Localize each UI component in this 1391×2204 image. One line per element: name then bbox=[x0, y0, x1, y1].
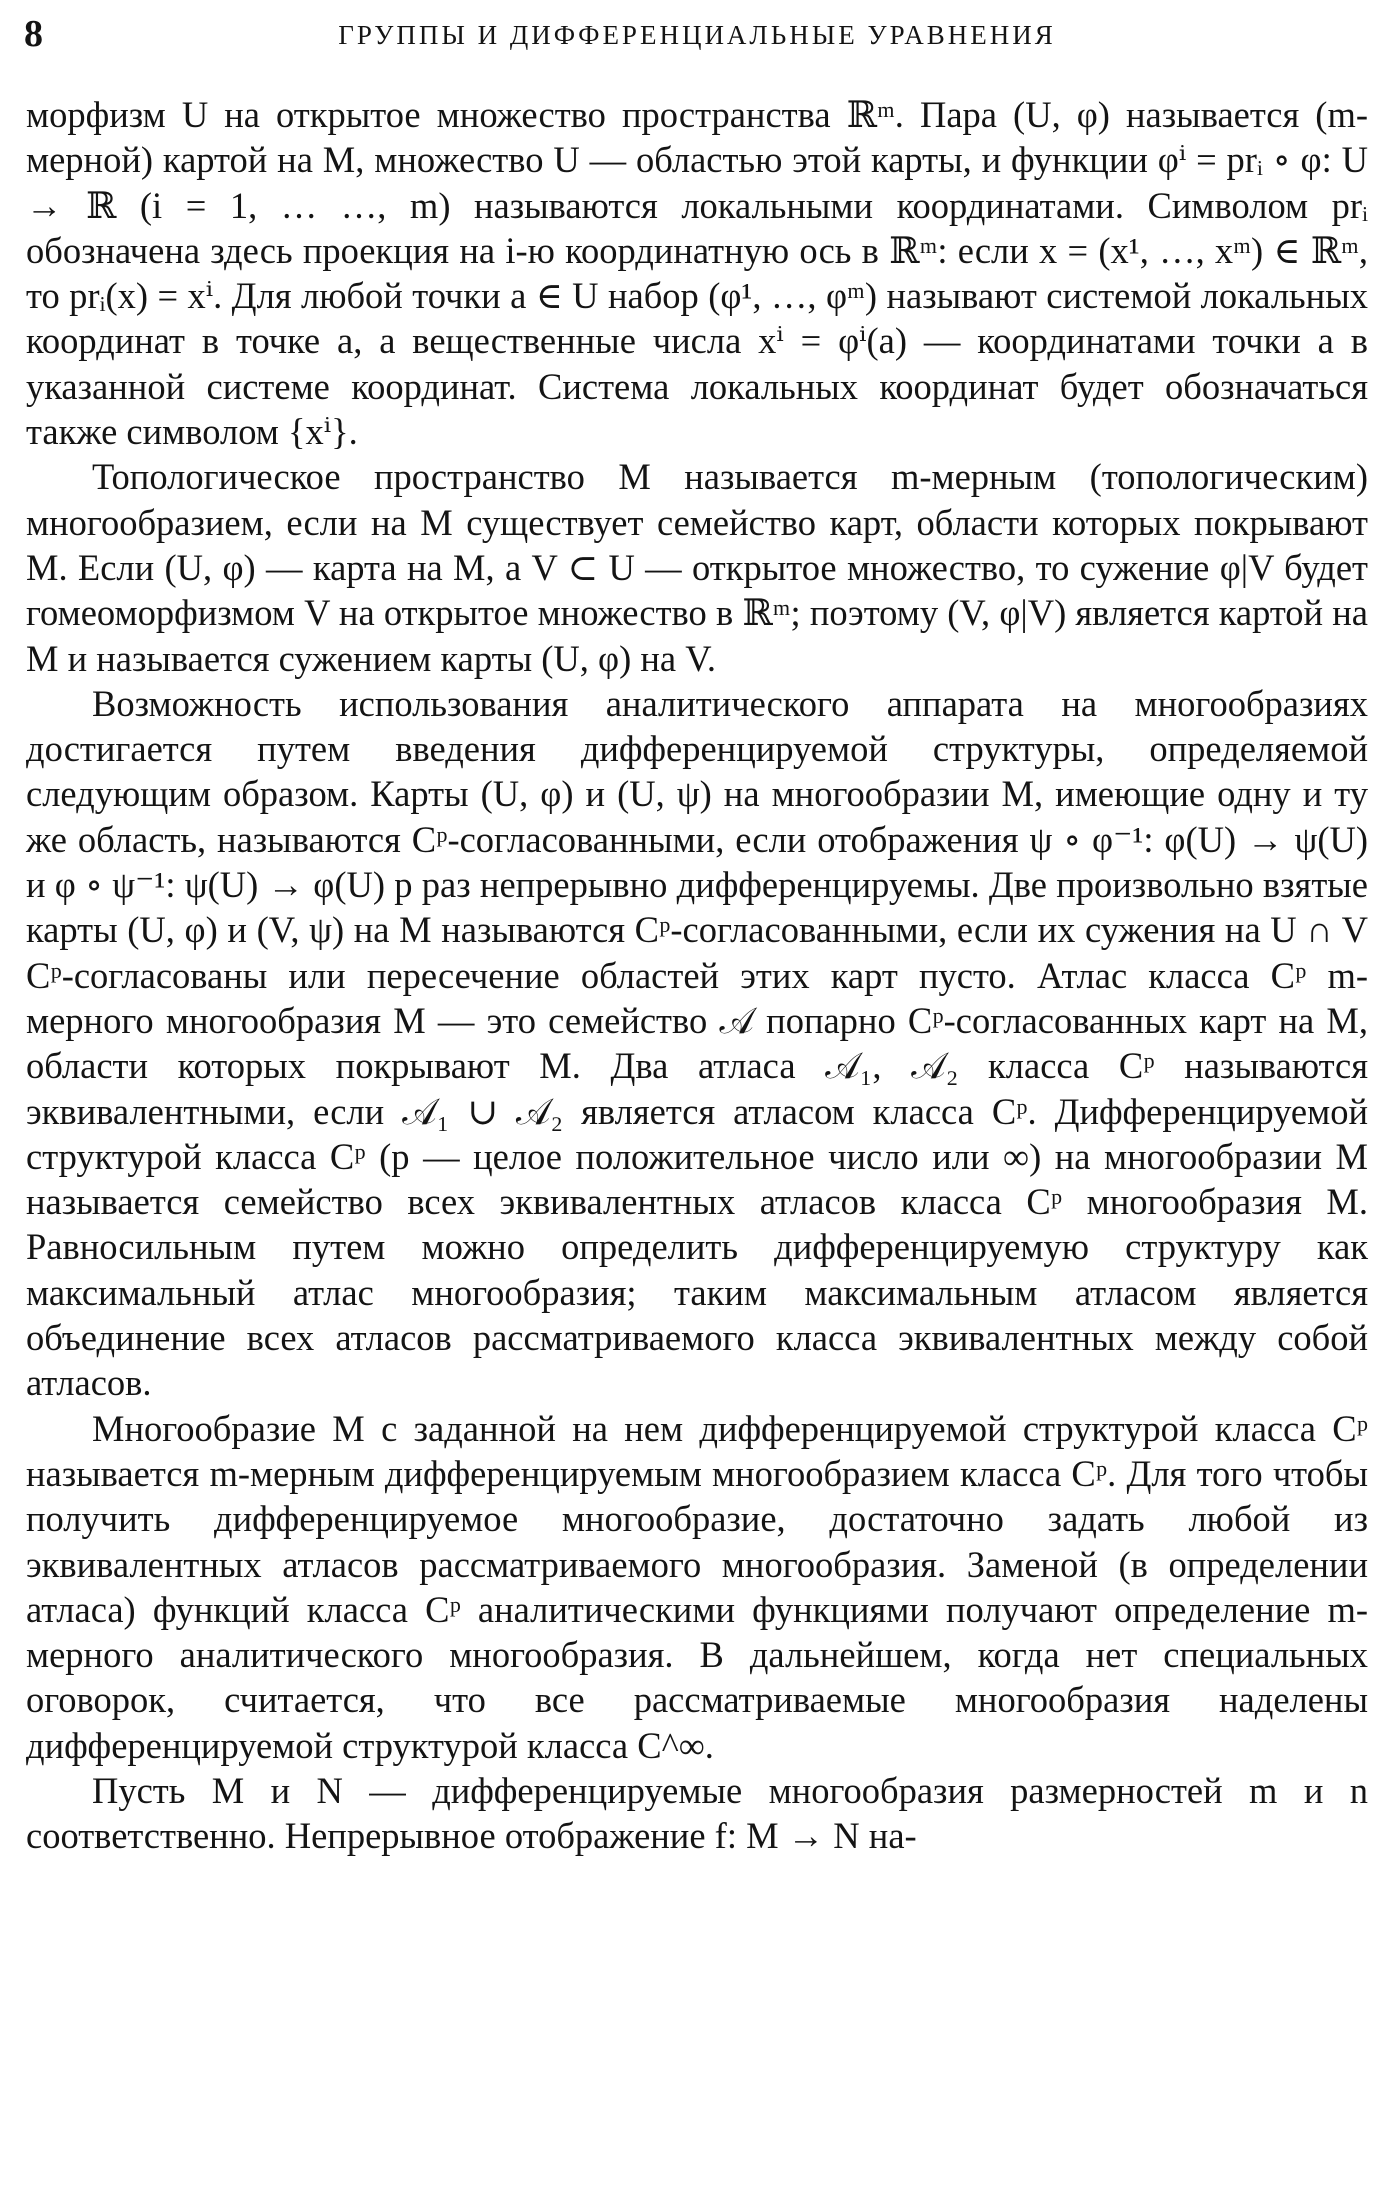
paragraph-4: Многообразие M с заданной на нем дифференцируемой структурой класса Cᵖ называется m-мерным дифференцируемым многообразием класса Cᵖ. Для того чтобы получить дифференцируемое многообразие, достаточно задать любой из эквивалентных атласов рассматриваемого многообразия. Заменой (в определении атласа) функций класса Cᵖ аналитическими функциями получают определение m-мерного аналитического многообразия. В дальнейшем, когда нет специальных оговорок, считается, что все рассматриваемые многообразия наделены дифференцируемой структурой класса C^∞. bbox=[26, 1407, 1368, 1766]
paragraph-5: Пусть M и N — дифференцируемые многообразия размерностей m и n соответственно. Непрерывное отображение f: M → N на- bbox=[26, 1769, 1368, 1857]
paragraph-3: Возможность использования аналитического аппарата на многообразиях достигается путем введения дифференцируемой структуры, определяемой следующим образом. Карты (U, φ) и (U, ψ) на многообразии M, имеющие одну и ту же область, называются Cᵖ-согласованными, если отображения ψ ∘ φ⁻¹: φ(U) → ψ(U) и φ ∘ ψ⁻¹: ψ(U) → φ(U) p раз непрерывно дифференцируемы. Две произвольно взятые карты (U, φ) и (V, ψ) на M называются Cᵖ-согласованными, если их сужения на U ∩ V Cᵖ-согласованы или пересечение областей этих карт пусто. Атлас класса Cᵖ m-мерного многообразия M — это семейство 𝒜 попарно Cᵖ-согласованных карт на M, области которых покрывают M. Два атласа 𝒜₁, 𝒜₂ класса Cᵖ называются эквивалентными, если 𝒜₁ ∪ 𝒜₂ является атласом класса Cᵖ. Дифференцируемой структурой класса Cᵖ (p — целое положительное число или ∞) на многообразии M называется семейство всех эквивалентных атласов класса Cᵖ многообразия M. Равносильным путем можно определить дифференцируемую структуру как максимальный атлас многообразия; таким максимальным атласом является объединение всех атласов рассматриваемого класса эквивалентных между собой атласов. bbox=[26, 682, 1368, 1404]
page-number: 8 bbox=[24, 13, 43, 55]
page-header bbox=[24, 12, 1370, 62]
paragraph-1: морфизм U на открытое множество пространства ℝᵐ. Пара (U, φ) называется (m-мерной) картой на M, множество U — областью этой карты, и функции φⁱ = prᵢ ∘ φ: U → ℝ (i = 1, … …, m) называются локальными координатами. Символом prᵢ обозначена здесь проекция на i-ю координатную ось в ℝᵐ: если x = (x¹, …, xᵐ) ∈ ℝᵐ, то prᵢ(x) = xⁱ. Для любой точки a ∈ U набор (φ¹, …, φᵐ) называют системой локальных координат в точке a, а вещественные числа xⁱ = φⁱ(a) — координатами точки a в указанной системе координат. Система локальных координат будет обозначаться также символом {xⁱ}. bbox=[26, 94, 1368, 453]
running-title: ГРУППЫ И ДИФФЕРЕНЦИАЛЬНЫЕ УРАВНЕНИЯ bbox=[338, 20, 1056, 50]
paragraph-2: Топологическое пространство M называется m-мерным (топологическим) многообразием, если на M существует семейство карт, области которых покрывают M. Если (U, φ) — карта на M, а V ⊂ U — открытое множество, то сужение φ|V будет гомеоморфизмом V на открытое множество в ℝᵐ; поэтому (V, φ|V) является картой на M и называется сужением карты (U, φ) на V. bbox=[26, 456, 1368, 679]
body-text bbox=[26, 92, 1368, 1859]
